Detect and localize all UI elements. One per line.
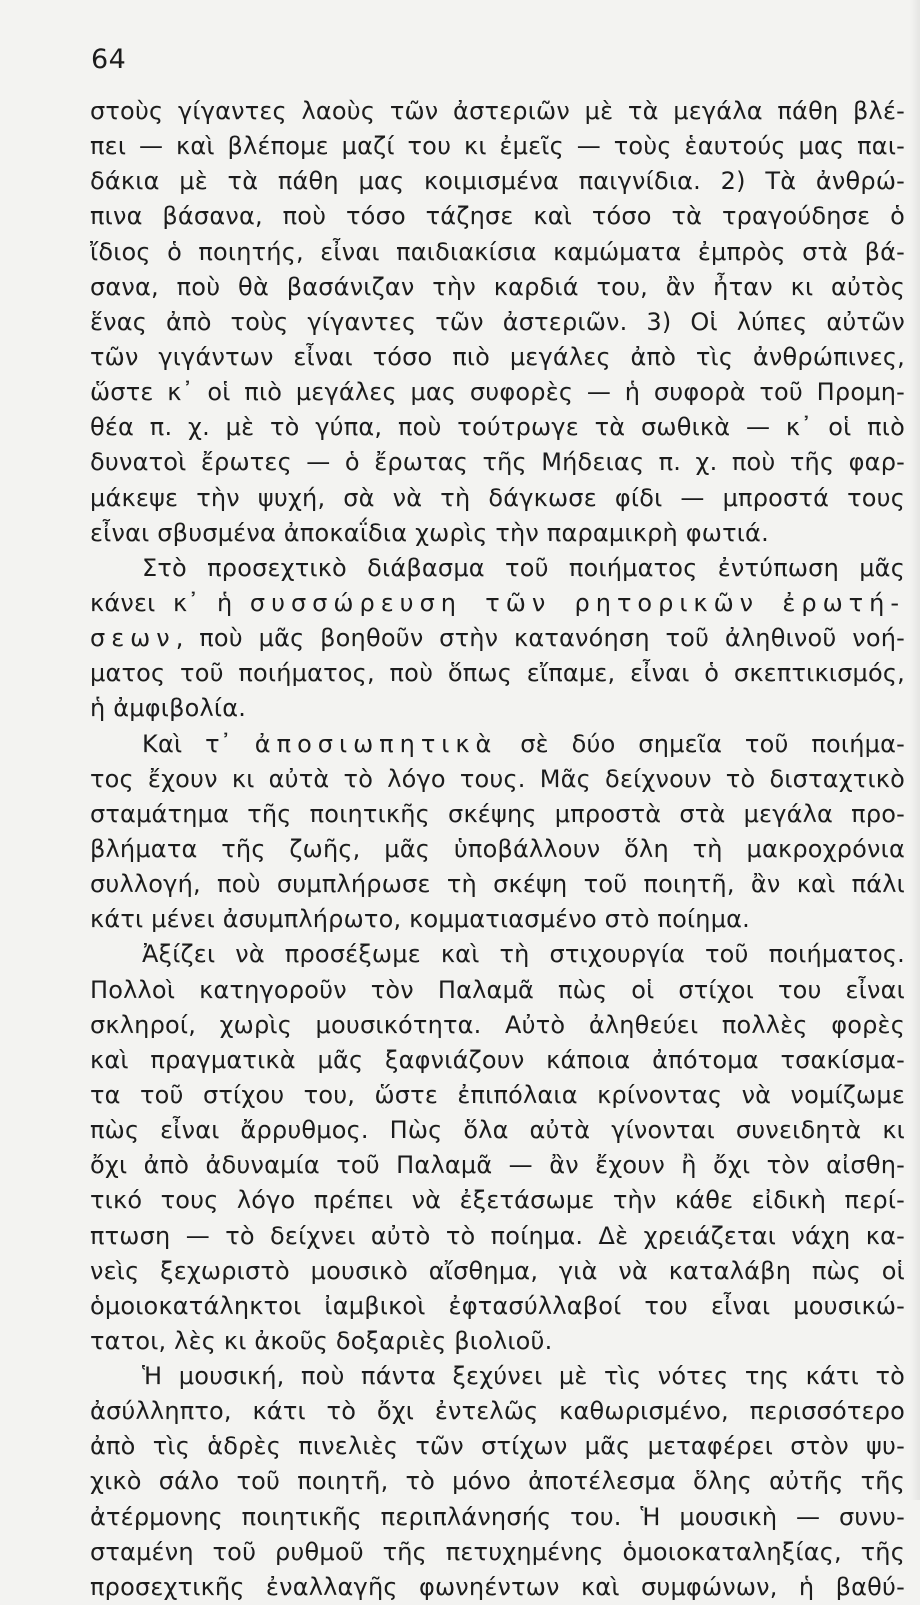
text-line: σανα, ποὺ θὰ βασάνιζαν τὴν καρδιά του, ἂν ἦταν κι αὐτὸς (90, 272, 905, 301)
text-line: Στὸ προσεχτικὸ διάβασμα τοῦ ποιήματος ἐντύπωση μᾶς (142, 553, 905, 582)
text-line: τικό τους λόγο πρέπει νὰ ἐξετάσωμε τὴν κάθε εἰδικὴ περί- (90, 1186, 905, 1215)
text-line: κάτι μένει ἀσυμπλήρωτο, κομματιασμένο στὸ ποίημα. (90, 905, 751, 934)
text-line: τῶν γιγάντων εἶναι τόσο πιὸ μεγάλες ἀπὸ τὶς ἀνθρώπινες, (90, 342, 905, 371)
text-line: στοὺς γίγαντες λαοὺς τῶν ἀστεριῶν μὲ τὰ μεγάλα πάθη βλέ- (90, 97, 905, 125)
text-line: πει — καὶ βλέπομε μαζί του κι ἐμεῖς — τοὺς ἑαυτούς μας παι- (90, 132, 905, 161)
text-line: πτωση — τὸ δείχνει αὐτὸ τὸ ποίημα. Δὲ χρειάζεται νάχη κα- (90, 1221, 905, 1250)
text-line: ἕνας ἀπὸ τοὺς γίγαντες τῶν ἀστεριῶν. 3) Οἱ λύπες αὐτῶν (90, 307, 905, 336)
text-line: κάνει κ᾽ ἡ συσσώρευση τῶν ρητορικῶν ἐρωτή- (90, 588, 905, 617)
text-line: συλλογή, ποὺ συμπλήρωσε τὴ σκέψη τοῦ ποιητῆ, ἂν καὶ πάλι (90, 870, 905, 899)
text-line: μάκεψε τὴν ψυχή, σὰ νὰ τὴ δάγκωσε φίδι — μπροστά τους (90, 483, 905, 512)
text-line: σταμάτημα τῆς ποιητικῆς σκέψης μπροστὰ στὰ μεγάλα προ- (90, 799, 905, 828)
text-line: ἀπὸ τὶς ἁδρὲς πινελιὲς τῶν στίχων μᾶς μεταφέρει στὸν ψυ- (90, 1432, 905, 1461)
text-line: ὥστε κ᾽ οἱ πιὸ μεγάλες μας συφορὲς — ἡ συφορὰ τοῦ Προμη- (90, 378, 905, 407)
text-line: τα τοῦ στίχου του, ὥστε ἐπιπόλαια κρίνοντας νὰ νομίζωμε (90, 1080, 905, 1109)
text-line: προσεχτικῆς ἐναλλαγῆς φωνηέντων καὶ συμφώνων, ἡ βαθύ- (90, 1572, 905, 1601)
text-line: ἴδιος ὁ ποιητής, εἶναι παιδιακίσια καμώματα ἐμπρὸς στὰ βά- (90, 237, 905, 266)
text-line: καὶ πραγματικὰ μᾶς ξαφνιάζουν κάποια ἀπότομα τσακίσμα- (90, 1045, 905, 1074)
text-line: πὼς εἶναι ἄρρυθμος. Πὼς ὅλα αὐτὰ γίνονται συνειδητὰ κι (90, 1116, 905, 1145)
text-line: ὄχι ἀπὸ ἀδυναμία τοῦ Παλαμᾶ — ἂν ἔχουν ἢ ὄχι τὸν αἰσθη- (90, 1151, 905, 1180)
spaced-emphasis: συσσώρευση τῶν ρητορικῶν ἐρωτή- (249, 588, 905, 617)
text-line: ματος τοῦ ποιήματος, ποὺ ὅπως εἴπαμε, εἶναι ὁ σκεπτικισμός, (90, 659, 905, 688)
text-line: σεων, ποὺ μᾶς βοηθοῦν στὴν κατανόηση τοῦ ἀληθινοῦ νοή- (90, 624, 905, 653)
text-line: νεὶς ξεχωριστὸ μουσικὸ αἴσθημα, γιὰ νὰ καταλάβη πὼς οἱ (90, 1256, 905, 1285)
text-line: πινα βάσανα, ποὺ τόσο τάζησε καὶ τόσο τὰ τραγούδησε ὁ (90, 202, 905, 231)
text-line: σταμένη τοῦ ρυθμοῦ τῆς πετυχημένης ὁμοιοκαταληξίας, τῆς (90, 1537, 905, 1566)
text-line: δάκια μὲ τὰ πάθη μας κοιμισμένα παιγνίδια. 2) Τὰ ἀνθρώ- (90, 167, 905, 196)
body-text (90, 94, 905, 1605)
text-line: Ἀξίζει νὰ προσέξωμε καὶ τὴ στιχουργία τοῦ ποιήματος. (142, 940, 905, 969)
text-line: βλήματα τῆς ζωῆς, μᾶς ὑποβάλλουν ὅλη τὴ μακροχρόνια (90, 834, 905, 863)
spaced-emphasis: σεων (90, 624, 176, 653)
text-line: Ἡ μουσική, ποὺ πάντα ξεχύνει μὲ τὶς νότες της κάτι τὸ (142, 1362, 905, 1391)
text-line: ἀσύλληπτο, κάτι τὸ ὄχι ἐντελῶς καθωρισμένο, περισσότερο (90, 1397, 905, 1426)
text-line: θέα π. χ. μὲ τὸ γύπα, ποὺ τούτρωγε τὰ σωθικὰ — κ᾽ οἱ πιὸ (90, 413, 905, 442)
text-line: τος ἔχουν κι αὐτὰ τὸ λόγο τους. Μᾶς δείχνουν τὸ δισταχτικὸ (90, 764, 905, 793)
text-line: τατοι, λὲς κι ἀκοῦς δοξαριὲς βιολιοῦ. (90, 1326, 553, 1355)
text-line: ἡ ἀμφιβολία. (90, 694, 247, 723)
spaced-emphasis: ἀποσιωπητικὰ (254, 729, 498, 758)
text-line: Καὶ τ᾽ ἀποσιωπητικὰ σὲ δύο σημεῖα τοῦ ποιήμα- (142, 729, 905, 758)
text-line: χικὸ σάλο τοῦ ποιητῆ, τὸ μόνο ἀποτέλεσμα ὅλης αὐτῆς τῆς (90, 1467, 905, 1496)
page-number: 64 (91, 44, 127, 75)
text-line: Πολλοὶ κατηγοροῦν τὸν Παλαμᾶ πὼς οἱ στίχοι του εἶναι (90, 975, 905, 1004)
text-line: ὁμοιοκατάληκτοι ἰαμβικοὶ ἐφτασύλλαβοί του εἶναι μουσικώ- (90, 1291, 905, 1320)
text-line: σκληροί, χωρὶς μουσικότητα. Αὐτὸ ἀληθεύει πολλὲς φορὲς (90, 1010, 905, 1039)
page-edge-shadow (910, 0, 920, 1500)
text-line: εἶναι σβυσμένα ἀποκαΐδια χωρὶς τὴν παραμικρὴ φωτιά. (90, 518, 769, 547)
text-line: δυνατοὶ ἔρωτες — ὁ ἔρωτας τῆς Μήδειας π. χ. ποὺ τῆς φαρ- (90, 448, 905, 477)
text-line: ἀτέρμονης ποιητικῆς περιπλάνησής του. Ἡ μουσικὴ — συνυ- (90, 1502, 905, 1531)
